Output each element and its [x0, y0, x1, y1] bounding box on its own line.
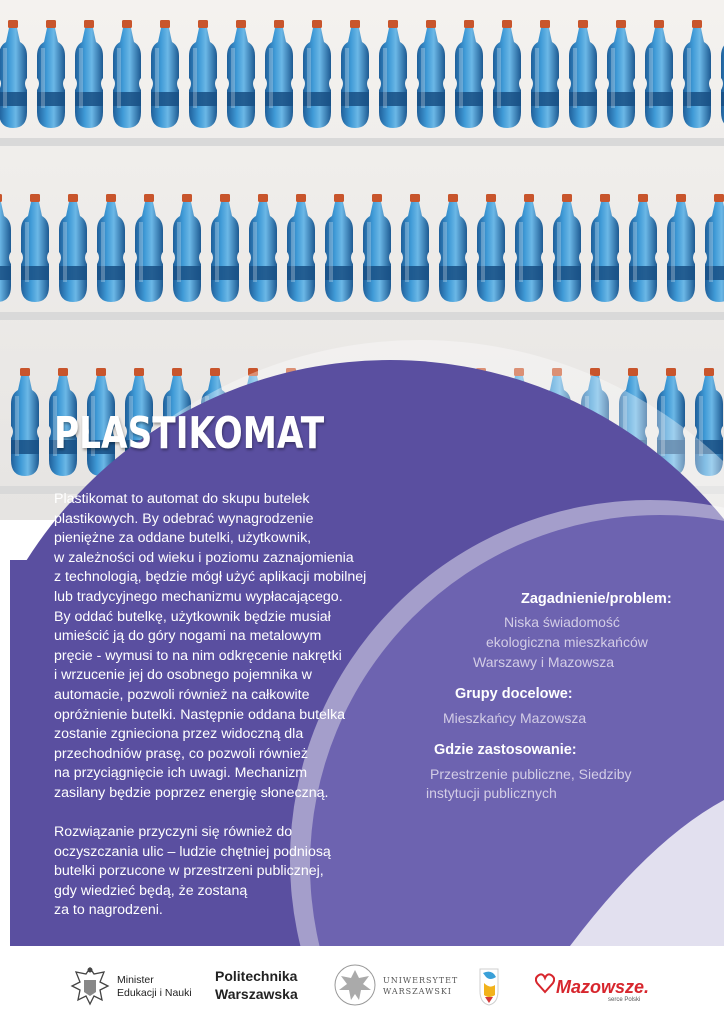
usage-heading: Gdzie zastosowanie:	[434, 742, 577, 758]
description-text-2: Rozwiązanie przyczyni się również do oczyszczania ulic – ludzie chętniej podniosą butelki porzucone w przestrzeni publicznej, gdy wiedzieć będą, że zostaną za to nagrodzeni.	[54, 824, 331, 919]
problem-line-2: ekologiczna mieszkańców	[486, 634, 648, 650]
uw-logo-text: UNIWERSYTET WARSZAWSKI	[383, 976, 459, 996]
purple-shapes	[10, 0, 724, 946]
eagle-emblem-icon	[70, 964, 110, 1008]
groups-heading: Grupy docelowe:	[455, 686, 573, 702]
mazowsze-logo-text: Mazowsze.	[556, 977, 650, 997]
problem-line-1: Niska świadomość	[504, 614, 620, 630]
description-text: Plastikomat to automat do skupu butelek plastikowych. By odebrać wynagrodzenie pieniężne za oddane butelki, użytkownik, w zależności od wieku i poziomu zaznajomienia z technologią, będzie mógł użyć aplikacji mobilnej lub tradycyjnego mechanizmu wypłacającego. By oddać butelkę, użytkownik będzie musiał umieścić ją do góry nogami na metalowym pręcie - wymusi to na nim odkręcenie nakrętki i wrzucenie jej do osobnego pojemnika w automacie, pozwoli również na całkowite opróżnienie butelki. Następnie oddana butelka zostanie zgnieciona przez widoczną dla przechodniów prasę, co pozwoli również na przyciągnięcie ich uwagi. Mechanizm zasilany będzie poprzez energię słoneczną.	[54, 491, 367, 801]
problem-line-3: Warszawy i Mazowsza	[473, 654, 615, 670]
groups-value: Mieszkańcy Mazowsza	[443, 710, 587, 726]
politechnika-logo-text: Politechnika Warszawska	[215, 968, 298, 1002]
mazowsze-subtitle: serce Polski	[608, 997, 641, 1003]
heart-icon	[535, 972, 555, 994]
student-logo-icon	[476, 965, 502, 1007]
usage-line-2: instytucji publicznych	[426, 785, 557, 801]
problem-heading: Zagadnienie/problem:	[521, 591, 672, 607]
ministry-logo-text: Minister Edukacji i Nauki	[117, 974, 192, 999]
page-title: PLASTIKOMAT	[54, 408, 325, 459]
uw-eagle-icon	[333, 962, 377, 1008]
usage-line-1: Przestrzenie publiczne, Siedziby	[430, 766, 632, 782]
